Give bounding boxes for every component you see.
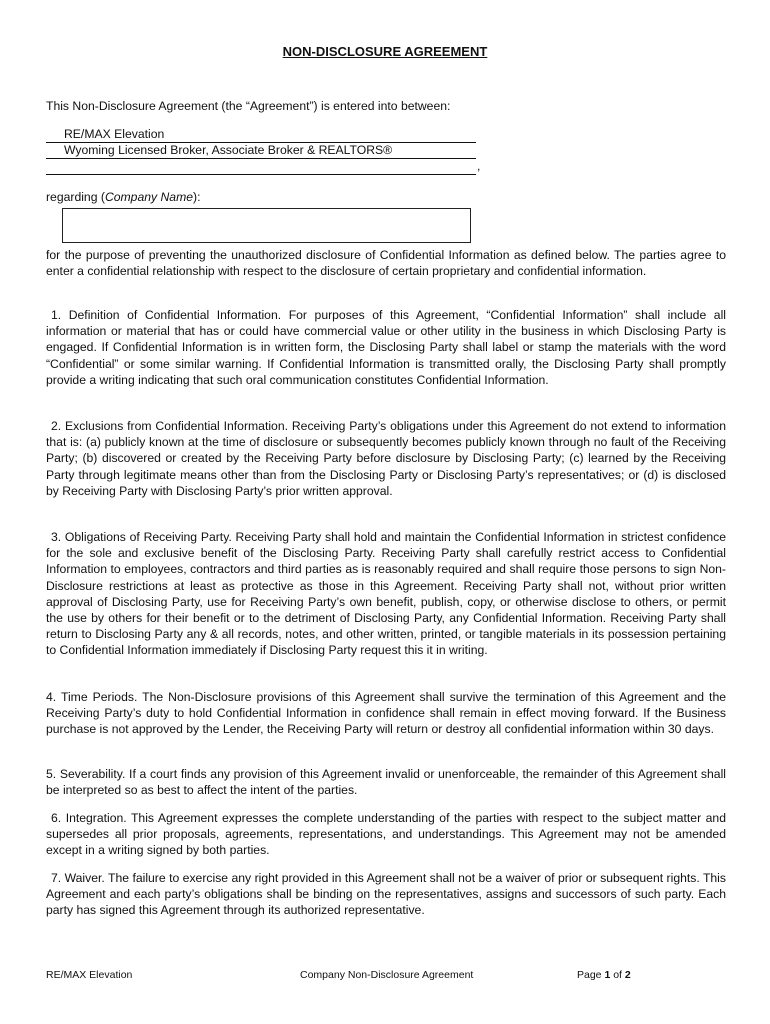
page-total: 2: [624, 969, 631, 981]
section-5-severability: 5. Severability. If a court finds any provision of this Agreement invalid or unenforceable, the remainder of this Agreement shall be interpreted so as best to affect the intent of the parties.: [46, 767, 726, 798]
company-name-field[interactable]: [62, 208, 471, 243]
page-current: 1: [604, 969, 611, 981]
intro-text: This Non-Disclosure Agreement (the “Agreement”) is entered into between:: [46, 99, 451, 113]
section-6-integration: 6. Integration. This Agreement expresses the complete understanding of the parties with respect to the subject matter and supersedes all prior proposals, agreements, representations, and understandings. This Agreement may not be amended except in a writing signed by both parties.: [46, 811, 726, 858]
footer-doc-title: Company Non-Disclosure Agreement: [300, 969, 474, 981]
party-license: Wyoming Licensed Broker, Associate Broker & REALTORS®: [64, 143, 393, 157]
party-line-2: [46, 143, 476, 159]
party-blank: [46, 159, 64, 173]
section-3-obligations: 3. Obligations of Receiving Party. Receiving Party shall hold and maintain the Confidential Information in strictest confidence for the sole and exclusive benefit of the Disclosing Party. Receiving Party shall carefully restrict access to Confidential Information to employees, contractors and third parties as is reasonably required and shall require those persons to sign Non-Disclosure restrictions at least as protective as those in this Agreement. Receiving Party shall not, without prior written approval of Disclosing Party, use for Receiving Party’s own benefit, publish, copy, or otherwise disclose to others, or permit the use by others for their benefit or to the detriment of Disclosing Party, any Confidential Information. Receiving Party shall return to Disclosing Party any & all records, notes, and other written, printed, or tangible materials in its possession pertaining to Confidential Information immediately if Disclosing Party request this it in writing.: [46, 530, 726, 658]
regarding-label: [46, 189, 200, 205]
footer-company: RE/MAX Elevation: [46, 969, 133, 981]
party-comma: ,: [477, 159, 481, 173]
section-7-waiver: 7. Waiver. The failure to exercise any right provided in this Agreement shall not be a waiver of prior or subsequent rights. This Agreement and each party’s obligations shall be binding on the representatives, assigns and successors of such party. Each party has signed this Agreement through its authorized representative.: [46, 871, 726, 918]
section-1-definition: 1. Definition of Confidential Information. For purposes of this Agreement, “Confidential Information” shall include all information or material that has or could have commercial value or other utility in the business in which Disclosing Party is engaged. If Confidential Information is in written form, the Disclosing Party shall label or stamp the materials with the word “Confidential” or some similar warning. If Confidential Information is transmitted orally, the Disclosing Party shall promptly provide a writing indicating that such oral communication constitutes Confidential Information.: [46, 308, 726, 387]
party-line-3[interactable]: [46, 159, 476, 175]
section-4-time-periods: 4. Time Periods. The Non-Disclosure provisions of this Agreement shall survive the termination of this Agreement and the Receiving Party’s duty to hold Confidential Information in confidence shall remain in effect moving forward. If the Business purchase is not approved by the Lender, the Receiving Party will return or destroy all confidential information within 30 days.: [46, 690, 726, 737]
page-prefix: Page: [577, 969, 605, 981]
party-name: RE/MAX Elevation: [64, 127, 165, 141]
regarding-suffix: ):: [193, 190, 201, 204]
page-of: of: [610, 969, 625, 981]
party-line-1: [46, 127, 476, 143]
section-2-exclusions: 2. Exclusions from Confidential Information. Receiving Party’s obligations under this Agreement do not extend to information that is: (a) publicly known at the time of disclosure or subsequently becomes publicly known through no fault of the Receiving Party; (b) discovered or created by the Receiving Party before disclosure by Disclosing Party; (c) learned by the Receiving Party through legitimate means other than from the Disclosing Party or Disclosing Party’s representatives; or (d) is disclosed by Receiving Party with Disclosing Party’s prior written approval.: [46, 419, 726, 498]
purpose-paragraph: for the purpose of preventing the unauthorized disclosure of Confidential Information as defined below. The parties agree to enter a confidential relationship with respect to the disclosure of certain proprietary and confidential information.: [46, 248, 726, 279]
company-name-label: Company Name: [104, 190, 194, 204]
document-title: NON-DISCLOSURE AGREEMENT: [282, 44, 488, 59]
footer-page-number: [577, 969, 631, 981]
regarding-prefix: regarding (: [46, 190, 105, 204]
